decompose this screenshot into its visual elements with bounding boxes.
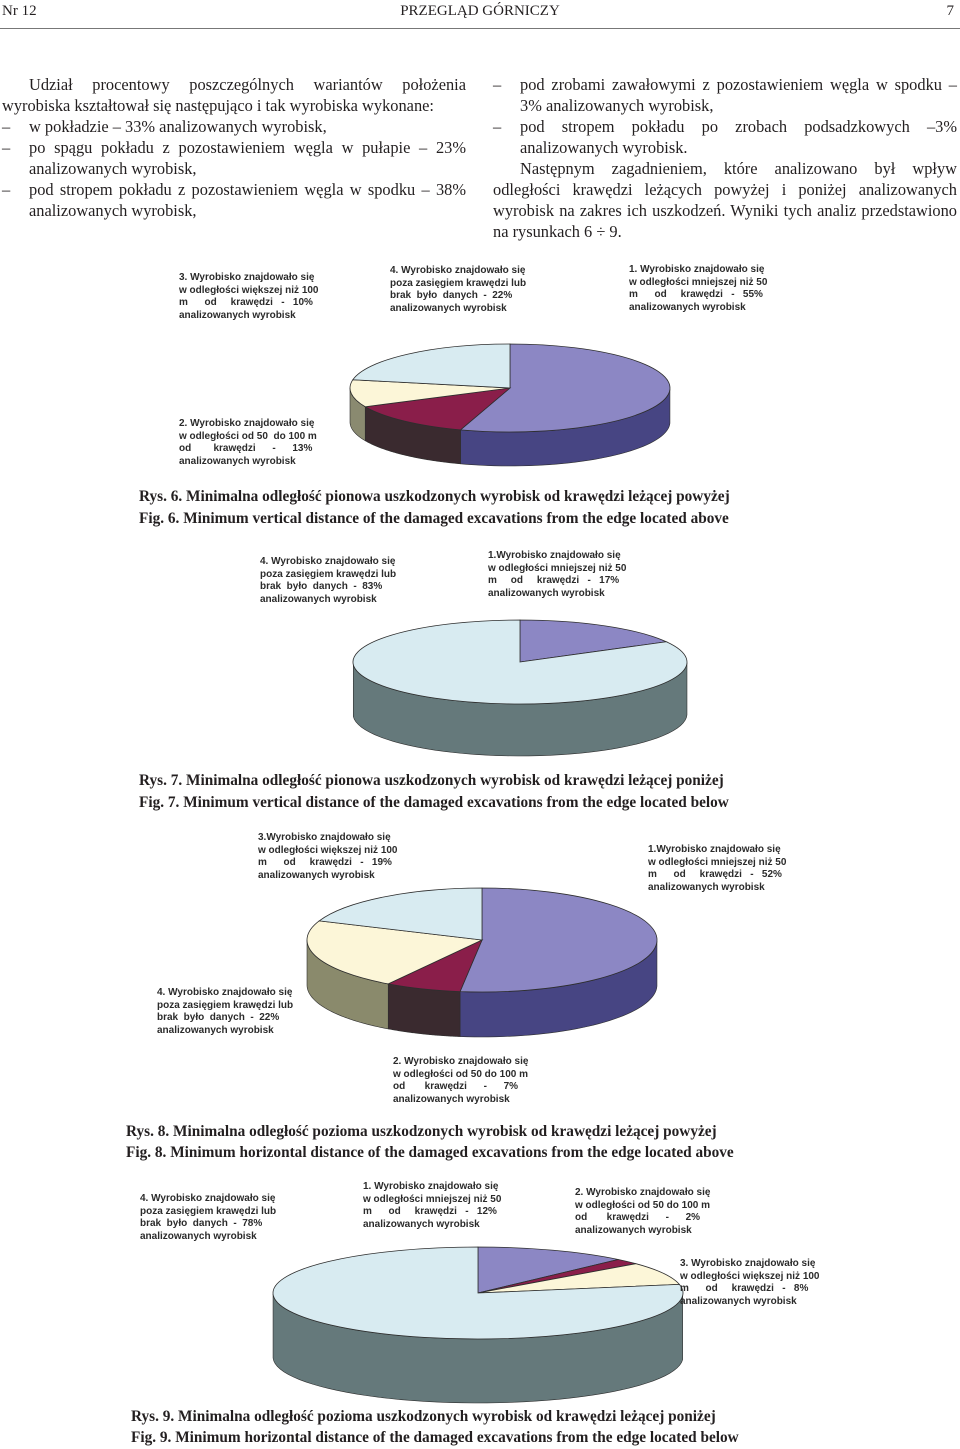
pie-label: 3. Wyrobisko znajdowało się w odległości większej niż 100 m od krawędzi - 10% analizowanych wyrobisk — [179, 272, 319, 321]
page-number-right: 7 — [946, 3, 954, 19]
pie-label: 3. Wyrobisko znajdowało się w odległości większej niż 100 m od krawędzi - 8% analizowanych wyrobisk — [680, 1258, 820, 1307]
figure-caption-en: Fig. 9. Minimum horizontal distance of the damaged excavations from the edge located below — [131, 1429, 739, 1446]
pie-chart-fig7 — [345, 612, 695, 764]
list-item: – pod stropem pokładu z pozostawieniem węgla w spodku – 38% analizowanych wyrobisk, — [2, 180, 466, 220]
figure-caption-pl: Rys. 8. Minimalna odległość pozioma uszkodzonych wyrobisk od krawędzi leżącej powyżej — [126, 1123, 717, 1140]
pie-label: 2. Wyrobisko znajdowało się w odległości od 50 do 100 m od krawędzi - 2% analizowanych wyrobisk — [575, 1187, 711, 1236]
pie-slice-side — [388, 984, 460, 1037]
pie-label: 4. Wyrobisko znajdowało się poza zasięgiem krawędzi lub brak było danych - 83% analizowanych wyrobisk — [260, 556, 397, 605]
list-item: – pod zrobami zawałowymi z pozostawieniem węgla w spodku – 3% analizowanych wyrobisk, — [493, 75, 957, 115]
pie-label: 4. Wyrobisko znajdowało się poza zasięgiem krawędzi lub brak było danych - 78% analizowanych wyrobisk — [140, 1193, 277, 1242]
pie-label: 4. Wyrobisko znajdowało się poza zasięgiem krawędzi lub brak było danych - 22% analizowanych wyrobisk — [157, 987, 294, 1036]
list-item: – w pokładzie – 33% analizowanych wyrobisk, — [2, 117, 327, 136]
pie-label: 4. Wyrobisko znajdowało się poza zasięgiem krawędzi lub brak było danych - 22% analizowanych wyrobisk — [390, 265, 527, 314]
pie-label: 1. Wyrobisko znajdowało się w odległości mniejszej niż 50 m od krawędzi - 55% analizowanych wyrobisk — [629, 264, 768, 313]
page-number-left: Nr 12 — [2, 3, 37, 19]
intro-paragraph: Udział procentowy poszczególnych wariantów położenia wyrobiska kształtował się następująco i tak wyrobiska wykonane: — [2, 75, 466, 115]
figure-caption-en: Fig. 8. Minimum horizontal distance of the damaged excavations from the edge located above — [126, 1144, 734, 1161]
pie-label: 1.Wyrobisko znajdowało się w odległości mniejszej niż 50 m od krawędzi - 17% analizowanych wyrobisk — [488, 550, 627, 599]
pie-label: 1. Wyrobisko znajdowało się w odległości mniejszej niż 50 m od krawędzi - 12% analizowanych wyrobisk — [363, 1181, 502, 1230]
figure-caption-pl: Rys. 9. Minimalna odległość pozioma uszkodzonych wyrobisk od krawędzi leżącej poniżej — [131, 1408, 716, 1425]
right-text-column — [493, 74, 957, 242]
figure-caption-en: Fig. 6. Minimum vertical distance of the damaged excavations from the edge located above — [139, 510, 729, 527]
left-text-column — [2, 74, 466, 221]
list-item: – po spągu pokładu z pozostawieniem węgla w pułapie – 23% analizowanych wyrobisk, — [2, 138, 466, 178]
pie-chart-fig9 — [262, 1238, 694, 1406]
journal-title: PRZEGLĄD GÓRNICZY — [400, 3, 560, 19]
pie-chart-fig6 — [340, 333, 680, 473]
pie-label: 3.Wyrobisko znajdowało się w odległości większej niż 100 m od krawędzi - 19% analizowanych wyrobisk — [258, 832, 398, 881]
pie-label: 2. Wyrobisko znajdowało się w odległości od 50 do 100 m od krawędzi - 7% analizowanych wyrobisk — [393, 1056, 529, 1105]
list-item: – pod stropem pokładu po zrobach podsadzkowych –3% analizowanych wyrobisk. — [493, 117, 957, 157]
figure-caption-pl: Rys. 7. Minimalna odległość pionowa uszkodzonych wyrobisk od krawędzi leżącej poniżej — [139, 772, 724, 789]
header-rule — [0, 28, 960, 29]
pie-label: 2. Wyrobisko znajdowało się w odległości od 50 do 100 m od krawędzi - 13% analizowanych wyrobisk — [179, 418, 317, 467]
body-paragraph: Następnym zagadnieniem, które analizowano był wpływ odległości krawędzi leżących powyżej i poniżej analizowanych wyrobisk na zakres ich uszkodzeń. Wyniki tych analiz przedstawiono na rysunkach 6 ÷ 9. — [493, 159, 957, 241]
pie-chart-fig8 — [300, 878, 665, 1042]
figure-caption-en: Fig. 7. Minimum vertical distance of the damaged excavations from the edge located below — [139, 794, 729, 811]
pie-label: 1.Wyrobisko znajdowało się w odległości mniejszej niż 50 m od krawędzi - 52% analizowanych wyrobisk — [648, 844, 787, 893]
figure-caption-pl: Rys. 6. Minimalna odległość pionowa uszkodzonych wyrobisk od krawędzi leżącej powyżej — [139, 488, 730, 505]
